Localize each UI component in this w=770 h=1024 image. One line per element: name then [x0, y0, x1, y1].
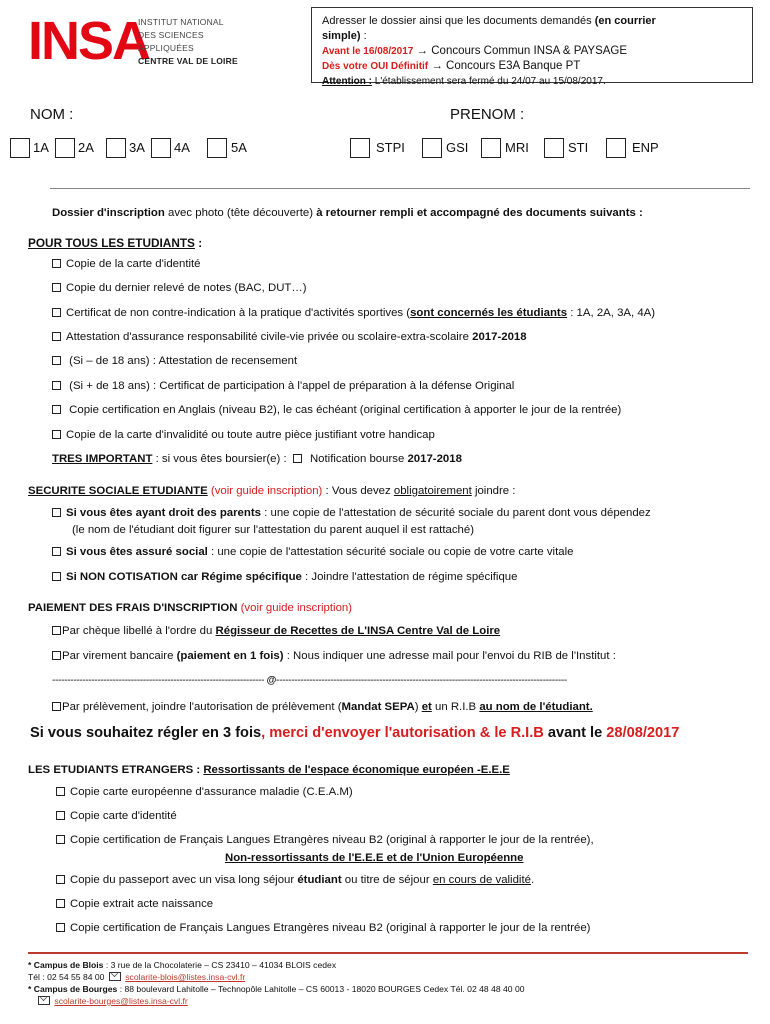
item-text: (Si – de 18 ans) : Attestation de recensement — [66, 355, 298, 367]
program-gsi-checkbox[interactable] — [422, 138, 442, 158]
list-item — [52, 546, 573, 558]
guide-reference: (voir guide inscription) — [207, 485, 323, 497]
list-item — [52, 507, 651, 519]
heading-emphasis: obligatoirement — [393, 485, 472, 497]
level-1a-checkbox[interactable] — [10, 138, 30, 158]
program-stpi-label: STPI — [376, 140, 405, 155]
dash-fill: ---------------------------------------------------------------------- — [52, 675, 265, 686]
checkbox[interactable] — [56, 875, 65, 884]
item-text: ou titre de séjour — [341, 874, 433, 886]
mailing-notice-box — [311, 7, 753, 87]
checkbox[interactable] — [52, 626, 61, 635]
dossier-text: avec photo (tête découverte) — [164, 207, 317, 219]
checkbox[interactable] — [56, 787, 65, 796]
level-2a-checkbox[interactable] — [55, 138, 75, 158]
item-text: Notification bourse — [306, 453, 408, 465]
notice-text: → Concours Commun INSA & PAYSAGE — [413, 45, 628, 57]
checkbox[interactable] — [52, 508, 61, 517]
campus-address: : 88 boulevard Lahitolle – Technopôle Lahitolle – CS 60013 - 18020 BOURGES Cedex Tél. 02 48 48 40 00 — [117, 984, 525, 994]
list-item — [52, 571, 517, 583]
prenom-label: PRENOM : — [450, 106, 525, 123]
logo-line: CENTRE VAL DE LOIRE — [138, 56, 238, 66]
list-item — [56, 810, 177, 822]
list-item — [52, 258, 201, 270]
campus-name: * Campus de Bourges — [28, 984, 118, 994]
installment-notice — [30, 725, 679, 741]
item-text: Copie carte d'identité — [70, 810, 177, 822]
item-text: (Si + de 18 ans) : Certificat de participation à l'appel de préparation à la défense Original — [66, 380, 515, 392]
item-text: Copie certification en Anglais (niveau B2), le cas échéant (original certification à apporter le jour de la rentrée) — [66, 404, 622, 416]
list-item — [52, 429, 435, 441]
item-emphasis: au nom de l'étudiant. — [479, 701, 593, 713]
item-emphasis: Si NON COTISATION car Régime spécifique — [66, 571, 302, 583]
item-text: : une copie de l'attestation de sécurité sociale du parent dont vous dépendez — [260, 507, 651, 519]
item-emphasis: Si vous êtes assuré social — [66, 546, 208, 558]
checkbox[interactable] — [56, 899, 65, 908]
level-4a-checkbox[interactable] — [151, 138, 171, 158]
insa-logo-text — [138, 16, 238, 68]
heading-emphasis: Ressortissants de l'espace économique européen -E.E.E — [203, 764, 510, 776]
list-item — [52, 331, 527, 343]
item-text: Copie certification de Français Langues Etrangères niveau B2 (original à rapporter le jour de la rentrée) — [70, 922, 591, 934]
notice-text: Adresser le dossier ainsi que les documents demandés — [322, 15, 595, 27]
program-enp-checkbox[interactable] — [606, 138, 626, 158]
checkbox[interactable] — [56, 811, 65, 820]
item-text: Copie de la carte d'invalidité ou toute autre pièce justifiant votre handicap — [66, 429, 435, 441]
level-3a-checkbox[interactable] — [106, 138, 126, 158]
notice-text: L'établissement sera fermé du 24/07 au 15/08/2017. — [372, 76, 606, 87]
heading-text: PAIEMENT DES FRAIS D'INSCRIPTION — [28, 602, 238, 614]
item-year: 2017-2018 — [472, 331, 527, 343]
checkbox[interactable] — [52, 572, 61, 581]
item-text: Par chèque libellé à l'ordre du — [62, 625, 216, 637]
blois-email-link[interactable]: scolarite-blois@listes.insa-cvl.fr — [125, 972, 246, 982]
item-emphasis: Si vous êtes ayant droit des parents — [66, 507, 261, 519]
program-stpi-checkbox[interactable] — [350, 138, 370, 158]
deadline-condition: Dès votre OUI Définitif — [322, 61, 429, 72]
heading-text-plain: joindre : — [471, 485, 516, 497]
item-text: Certificat de non contre-indication à la pratique d'activités sportives ( — [66, 307, 411, 319]
list-item — [52, 307, 655, 319]
program-sti-label: STI — [568, 140, 589, 155]
payment-option — [52, 625, 500, 637]
item-text: . — [530, 874, 535, 886]
deadline-date: Avant le 16/08/2017 — [322, 46, 414, 57]
list-item — [56, 922, 590, 934]
item-text: Copie de la carte d'identité — [66, 258, 201, 270]
item-text: Copie certification de Français Langues Etrangères niveau B2 (original à rapporter le jour de la rentrée), — [70, 834, 594, 846]
bourges-email-link[interactable]: scolarite-bourges@listes.insa-cvl.fr — [54, 996, 188, 1006]
program-enp-label: ENP — [632, 140, 659, 155]
payment-option — [52, 650, 616, 662]
checkbox[interactable] — [52, 259, 61, 268]
heading-text: SECURITE SOCIALE ETUDIANTE — [28, 485, 208, 497]
footer-blois-contact — [28, 972, 245, 982]
important-note — [52, 453, 462, 465]
notice-emphasis: simple) — [322, 30, 361, 42]
guide-reference: (voir guide inscription) — [237, 602, 353, 614]
email-write-line[interactable] — [52, 675, 567, 686]
level-2a-label: 2A — [78, 140, 94, 155]
footer-bourges-contact — [36, 996, 188, 1006]
item-emphasis: (paiement en 1 fois) — [176, 650, 284, 662]
item-text: Par virement bancaire — [62, 650, 177, 662]
campus-address: : 3 rue de la Chocolaterie – CS 23410 – 41034 BLOIS cedex — [103, 960, 337, 970]
level-4a-label: 4A — [174, 140, 190, 155]
footer-blois-address — [28, 960, 336, 970]
payee-name: Régisseur de Recettes de L'INSA Centre Val de Loire — [215, 625, 501, 637]
program-sti-checkbox[interactable] — [544, 138, 564, 158]
installment-emphasis: , merci d'envoyer l'autorisation & le R.I.B — [261, 725, 544, 741]
non-eee-heading: Non-ressortissants de l'E.E.E et de l'Union Européenne — [225, 852, 524, 864]
notice-emphasis: (en courrier — [594, 15, 656, 27]
notice-text: → Concours E3A Banque PT — [428, 60, 581, 72]
footer-divider — [28, 952, 748, 954]
list-item — [56, 834, 594, 846]
level-3a-label: 3A — [129, 140, 145, 155]
notice-text: : — [360, 30, 367, 42]
level-1a-label: 1A — [33, 140, 49, 155]
checkbox[interactable] — [293, 454, 302, 463]
list-item — [56, 786, 353, 798]
checkbox[interactable] — [52, 702, 61, 711]
item-text: Par prélèvement, joindre l'autorisation de prélèvement ( — [62, 701, 342, 713]
item-text: Attestation d'assurance responsabilité civile-vie privée ou scolaire-extra-scolaire — [66, 331, 473, 343]
list-item — [52, 282, 307, 294]
dossier-title: Dossier d'inscription — [52, 207, 165, 219]
installment-date: 28/08/2017 — [606, 725, 680, 741]
checkbox[interactable] — [52, 332, 61, 341]
item-text: Copie du passeport avec un visa long séjour — [70, 874, 298, 886]
installment-text: avant le — [543, 725, 607, 741]
payment-option — [52, 701, 593, 713]
item-emphasis: sont concernés les étudiants — [410, 307, 568, 319]
at-sign: @ — [264, 675, 277, 686]
insa-logo-word: INSA — [28, 11, 150, 71]
item-emphasis: et — [421, 701, 432, 713]
item-emphasis: étudiant — [297, 874, 342, 886]
level-5a-label: 5A — [231, 140, 247, 155]
list-item — [56, 898, 213, 910]
payment-heading — [28, 602, 352, 614]
list-item — [56, 874, 534, 886]
checkbox[interactable] — [52, 356, 61, 365]
campus-phone: Tél : 02 54 55 84 00 — [28, 972, 107, 982]
item-text: : Joindre l'attestation de régime spécifique — [301, 571, 518, 583]
installment-text: Si vous souhaitez régler en 3 fois — [30, 725, 262, 741]
checkbox[interactable] — [52, 308, 61, 317]
program-gsi-label: GSI — [446, 140, 469, 155]
footer-bourges-address — [28, 984, 525, 994]
checkbox[interactable] — [52, 283, 61, 292]
attention-label: Attention : — [322, 76, 372, 87]
dash-fill: ------------------------------------------------------------------------------------------------ — [276, 675, 567, 686]
item-text: Copie du dernier relevé de notes (BAC, DUT…) — [66, 282, 307, 294]
list-item — [52, 404, 621, 416]
item-text: : si vous êtes boursier(e) : — [152, 453, 290, 465]
checkbox[interactable] — [52, 430, 61, 439]
heading-text: POUR TOUS LES ETUDIANTS — [28, 236, 195, 250]
program-mri-label: MRI — [505, 140, 529, 155]
item-text: ) — [414, 701, 422, 713]
checkbox[interactable] — [56, 835, 65, 844]
envelope-icon — [109, 972, 121, 981]
level-5a-checkbox[interactable] — [207, 138, 227, 158]
item-text: : 1A, 2A, 3A, 4A) — [567, 307, 656, 319]
program-mri-checkbox[interactable] — [481, 138, 501, 158]
logo-line: INSTITUT NATIONAL — [138, 17, 224, 27]
heading-text-plain: : Vous devez — [322, 485, 394, 497]
checkbox[interactable] — [52, 547, 61, 556]
item-text: Copie carte européenne d'assurance maladie (C.E.A.M) — [70, 786, 353, 798]
dossier-instruction — [52, 207, 643, 219]
dossier-emphasis: à retourner rempli et accompagné des documents suivants : — [316, 207, 643, 219]
item-text: : Nous indiquer une adresse mail pour l'envoi du RIB de l'Institut : — [283, 650, 616, 662]
heading-text: LES ETUDIANTS ETRANGERS : — [28, 764, 204, 776]
item-year: 2017-2018 — [407, 453, 462, 465]
all-students-heading — [28, 236, 202, 250]
foreign-students-heading — [28, 764, 510, 776]
envelope-icon — [38, 996, 50, 1005]
important-label: TRES IMPORTANT — [52, 453, 153, 465]
item-emphasis: Mandat SEPA — [341, 701, 415, 713]
social-security-heading — [28, 485, 515, 497]
list-item — [52, 380, 514, 392]
nom-label: NOM : — [30, 106, 74, 123]
item-text: Copie extrait acte naissance — [70, 898, 214, 910]
list-item — [52, 355, 297, 367]
checkbox[interactable] — [52, 405, 61, 414]
checkbox[interactable] — [52, 651, 61, 660]
logo-line: APPLIQUÉES — [138, 43, 194, 53]
checkbox[interactable] — [56, 923, 65, 932]
separator-line — [50, 188, 750, 189]
checkbox[interactable] — [52, 381, 61, 390]
logo-line: DES SCIENCES — [138, 30, 204, 40]
list-item-continuation: (le nom de l'étudiant doit figurer sur l'attestation du parent auquel il est rattaché) — [72, 524, 474, 536]
heading-suffix: : — [194, 236, 203, 250]
item-emphasis: en cours de validité — [432, 874, 531, 886]
item-text: un R.I.B — [431, 701, 480, 713]
item-text: : une copie de l'attestation sécurité sociale ou copie de votre carte vitale — [207, 546, 574, 558]
campus-name: * Campus de Blois — [28, 960, 104, 970]
